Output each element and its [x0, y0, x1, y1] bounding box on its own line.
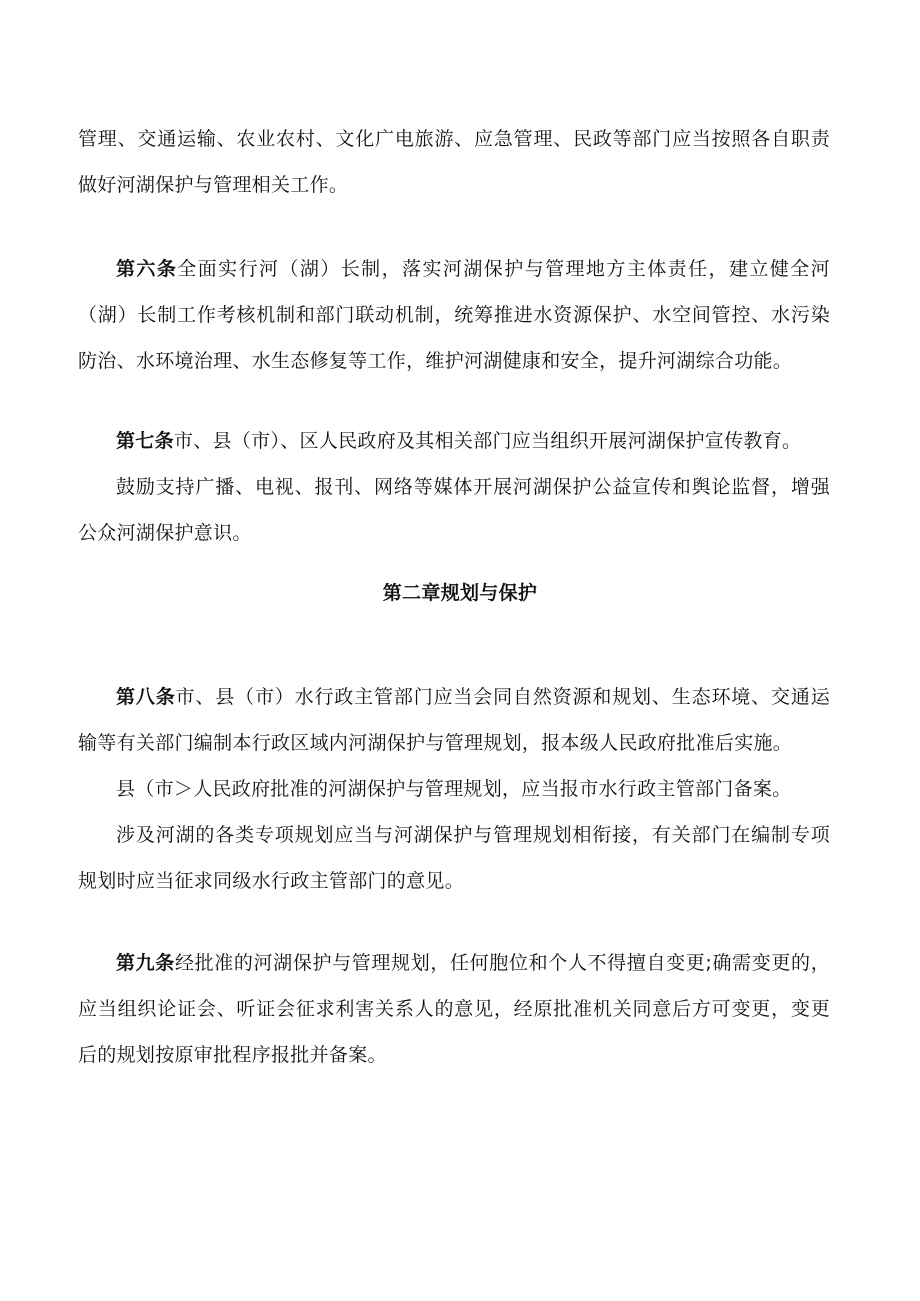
article-8	[78, 674, 830, 766]
article-6	[78, 246, 830, 384]
paragraph-text: 县（市＞人民政府批准的河湖保护与管理规划，应当报市水行政主管部门备案。	[116, 778, 792, 800]
article-text: 经批准的河湖保护与管理规划，任何胞位和个人不得擅自变更;确需变更的，应当组织论证会、听证会征求利害关系人的意见，经原批准机关同意后方可变更，变更后的规划按原审批程序报批并备案。	[78, 952, 831, 1066]
paragraph-text: 鼓励支持广播、电视、报刊、网络等媒体开展河湖保护公益宣传和舆论监督，增强公众河湖保护意识。	[78, 476, 830, 544]
chapter-heading: 第二章规划与保护	[382, 582, 538, 604]
article-label: 第七条	[116, 430, 174, 452]
article-7	[78, 418, 830, 464]
article-label: 第六条	[116, 258, 178, 280]
article-8-paragraph-3	[78, 812, 830, 904]
article-label: 第九条	[116, 952, 175, 974]
paragraph-text: 涉及河湖的各类专项规划应当与河湖保护与管理规划相衔接，有关部门在编制专项规划时应当征求同级水行政主管部门的意见。	[78, 824, 830, 892]
article-label: 第八条	[116, 686, 176, 708]
article-text: 全面实行河（湖）长制，落实河湖保护与管理地方主体责任，建立健全河（湖）长制工作考核机制和部门联动机制，统筹推进水资源保护、水空间管控、水污染防治、水环境治理、水生态修复等工作，维护河湖健康和安全，提升河湖综合功能。	[78, 258, 830, 372]
paragraph-text: 管理、交通运输、农业农村、文化广电旅游、应急管理、民政等部门应当按照各自职责做好河湖保护与管理相关工作。	[78, 128, 830, 196]
article-text: 市、县（市）、区人民政府及其相关部门应当组织开展河湖保护宣传教育。	[173, 430, 802, 452]
article-8-paragraph-2	[78, 766, 830, 812]
article-7-paragraph-2	[78, 464, 830, 556]
article-9	[78, 940, 830, 1078]
paragraph-continuation	[78, 116, 830, 208]
article-text: 市、县（市）水行政主管部门应当会同自然资源和规划、生态环境、交通运输等有关部门编制本行政区域内河湖保护与管理规划，报本级人民政府批准后实施。	[78, 686, 830, 754]
